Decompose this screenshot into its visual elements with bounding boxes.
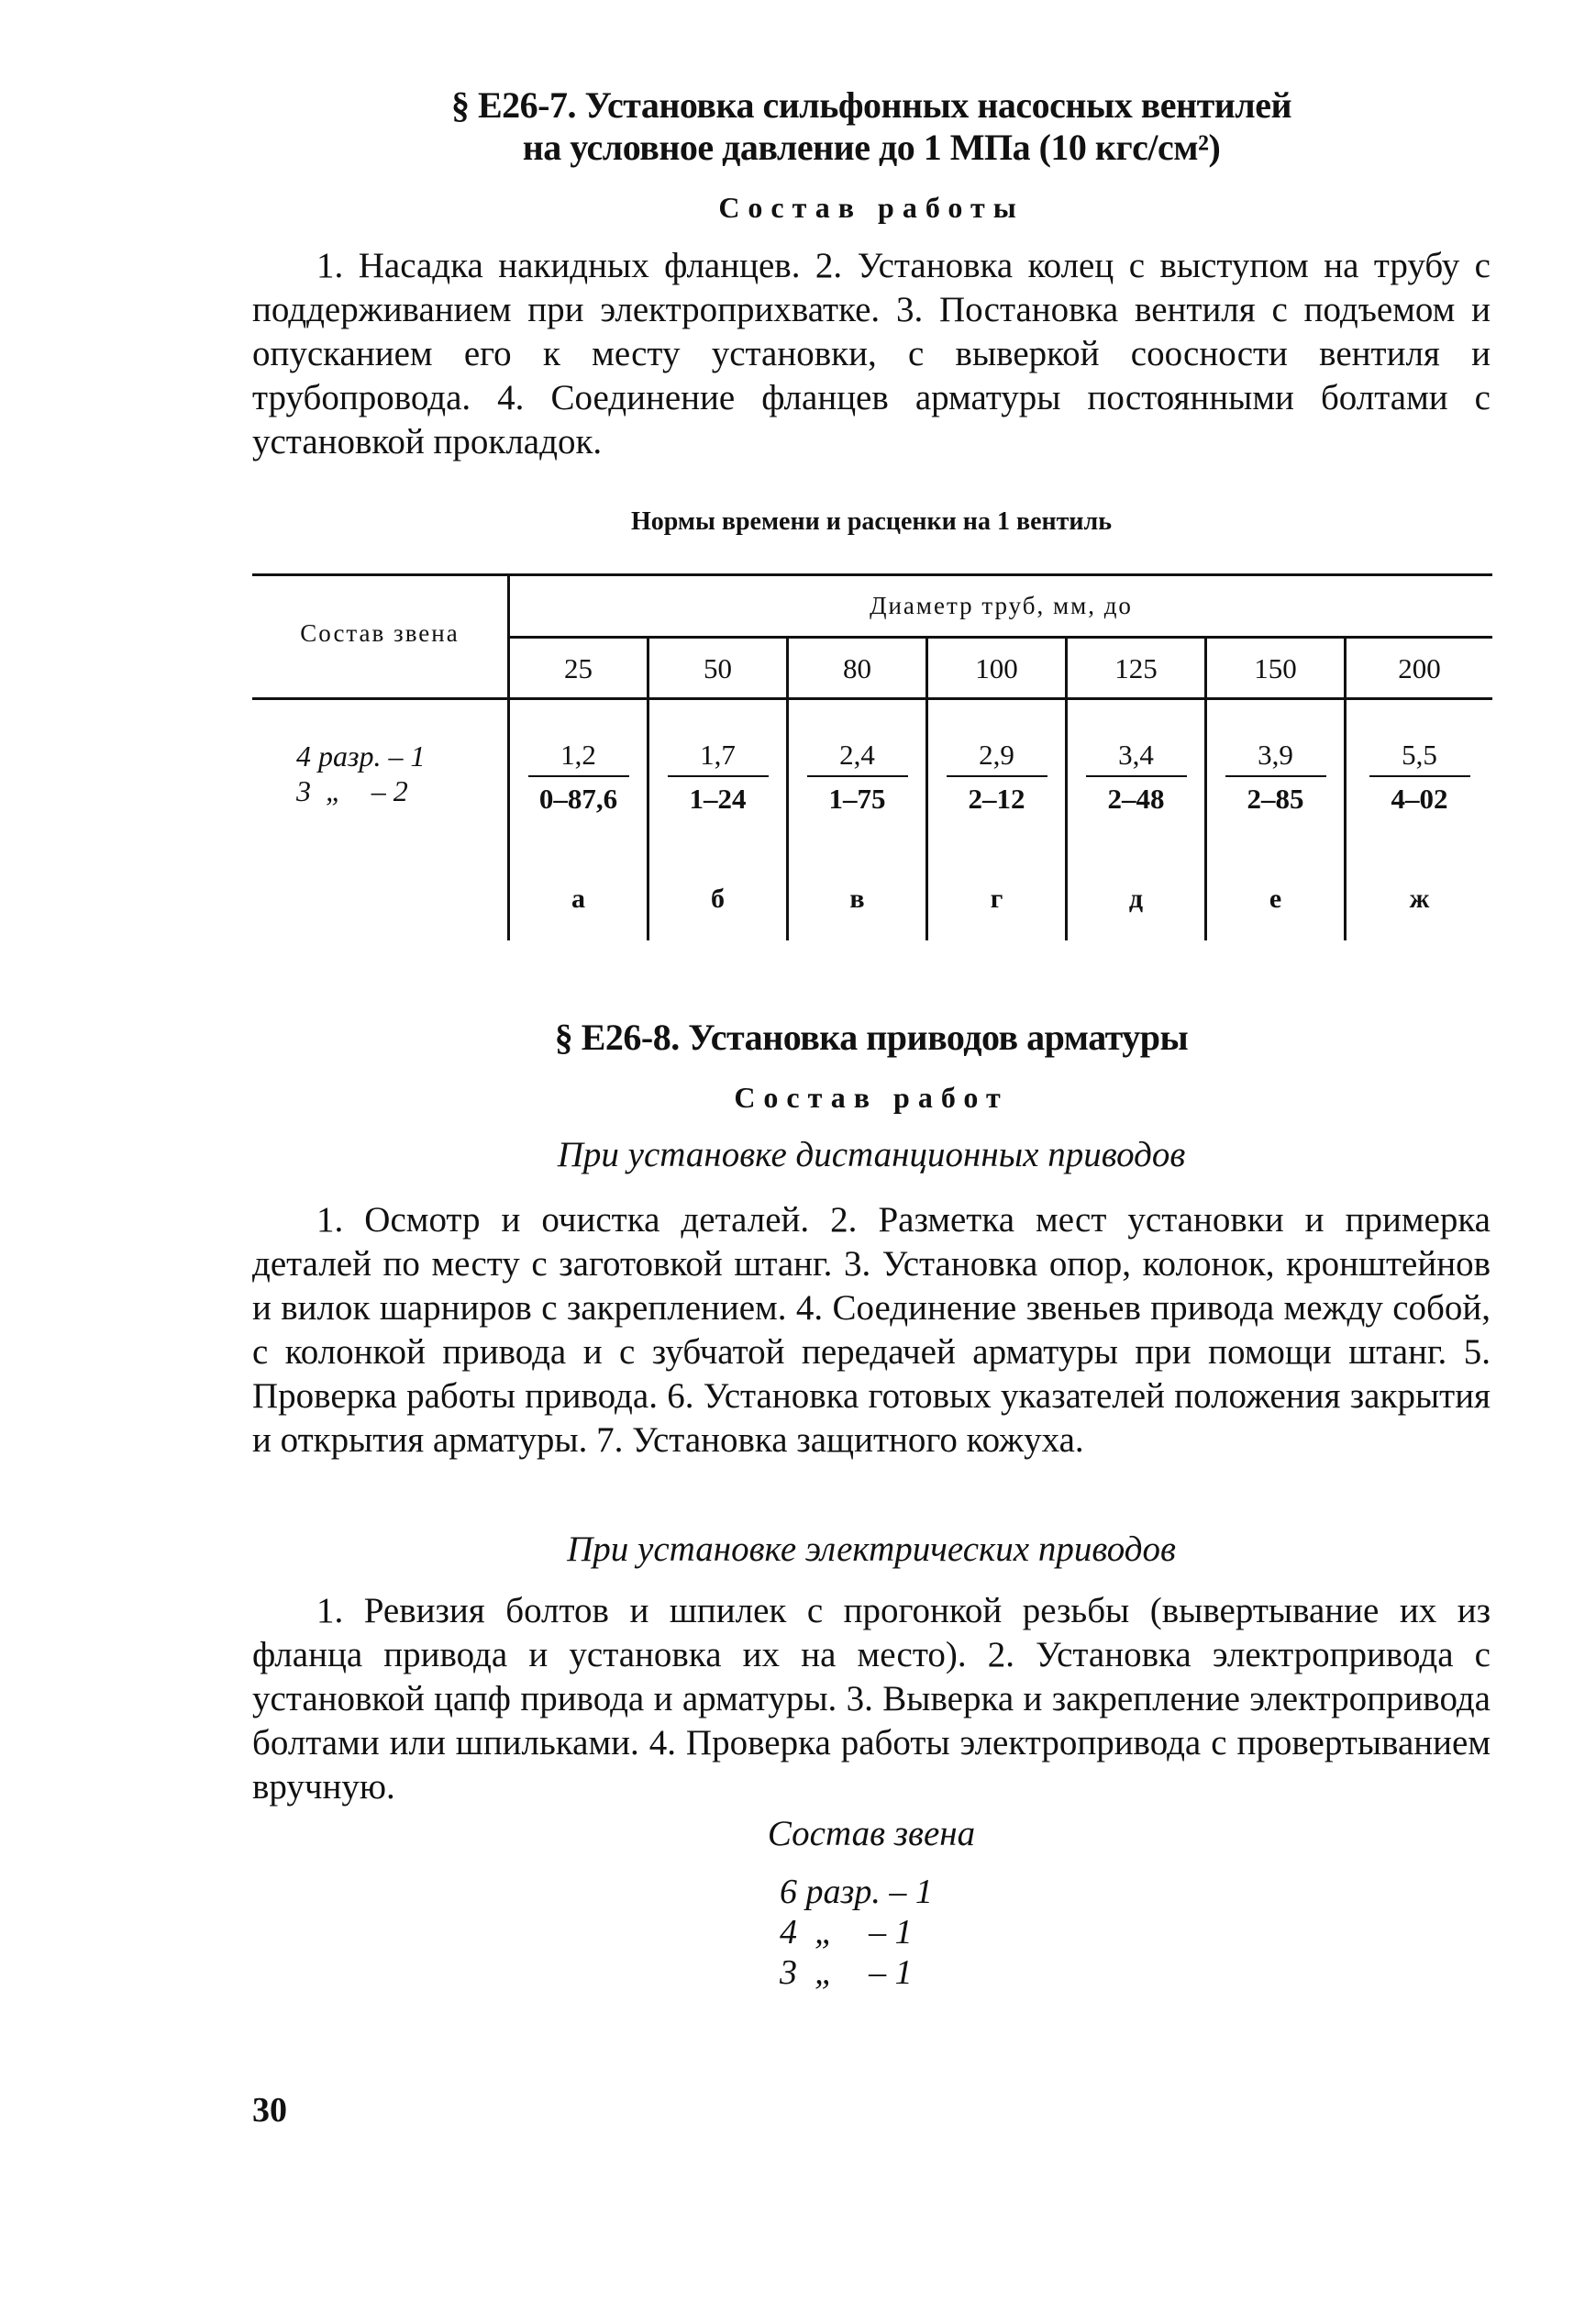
crew-composition [296, 739, 498, 808]
norm-value: 3,4 [1118, 739, 1154, 771]
crew-line-3: 3 „ – 1 [780, 1953, 913, 1992]
norm-value: 1,7 [700, 739, 736, 771]
column-letter: г [990, 884, 1003, 914]
table-caption: Нормы времени и расценки на 1 вентиль [630, 507, 1113, 536]
work-composition-text: 1. Насадка накидных фланцев. 2. Установка колец с выступом на трубу с поддерживанием при электроприхватке. 3. Постановка вентиля с подъемом и опусканием его к месту установки, с выверкой соосности вентиля и трубопровода. 4. Соединение фланцев арматуры постоянными болтами с установкой прокладок. [252, 246, 1491, 462]
diameter-80: 80 [843, 652, 871, 684]
column-letter: а [571, 884, 585, 914]
norm-rate-g [928, 739, 1065, 816]
column-letter: б [711, 884, 725, 914]
section-title-line-1: § Е26-7. Установка сильфонных насосных вентилей [450, 84, 1292, 126]
rate-value: 1–24 [689, 783, 747, 815]
column-letter: д [1128, 884, 1144, 914]
norm-rate-d [1068, 739, 1204, 816]
electric-drives-heading: При установке электрических приводов [567, 1529, 1176, 1569]
section-title-e26-7 [252, 84, 1491, 169]
crew-line-1: 6 разр. – 1 [780, 1873, 933, 1911]
diameter-200: 200 [1398, 652, 1441, 684]
norm-rate-v [789, 739, 925, 816]
column-letter: ж [1409, 884, 1430, 914]
column-letter: в [849, 884, 865, 914]
diameter-125: 125 [1114, 652, 1158, 684]
section-title-e26-8: § Е26-8. Установка приводов арматуры [554, 1017, 1189, 1058]
work-composition-heading: Состав работы [718, 191, 1025, 224]
norms-table [252, 573, 1492, 940]
norm-rate-b [649, 739, 786, 816]
rate-value: 1–75 [828, 783, 886, 815]
diameter-25: 25 [564, 652, 593, 684]
crew-header: Состав звена [300, 619, 460, 647]
crew-line-2: 3 „ – 2 [296, 774, 408, 807]
norm-rate-zh [1347, 739, 1492, 816]
crew-heading-2: Состав звена [767, 1814, 976, 1853]
norm-value: 3,9 [1258, 739, 1293, 771]
diameter-header: Диаметр труб, мм, до [870, 592, 1133, 619]
crew-line-2: 4 „ – 1 [780, 1913, 913, 1952]
norm-value: 2,4 [839, 739, 875, 771]
page-number: 30 [252, 2091, 287, 2130]
norm-value: 5,5 [1402, 739, 1437, 771]
norm-value: 2,9 [979, 739, 1014, 771]
electric-drives-text: 1. Ревизия болтов и шпилек с прогонкой резьбы (вывертывание их из фланца привода и установка их на место). 2. Установка электропривода с установкой цапф привода и арматуры. 3. Выверка и закрепление электропривода болтами или шпильками. 4. Проверка работы электропривода с провертыванием вручную. [252, 1591, 1491, 1807]
rate-value: 4–02 [1391, 783, 1448, 815]
remote-drives-heading: При установке дистанционных приводов [557, 1135, 1186, 1174]
rate-value: 0–87,6 [538, 783, 618, 815]
diameter-50: 50 [704, 652, 732, 684]
work-composition-heading-2: Состав работ [734, 1081, 1009, 1114]
rate-value: 2–48 [1107, 783, 1165, 815]
column-letter: е [1269, 884, 1282, 914]
norm-rate-a [510, 739, 647, 816]
section-title-line-2: на условное давление до 1 МПа (10 кгс/см²) [522, 127, 1221, 168]
crew-line-1: 4 разр. – 1 [296, 740, 426, 773]
crew-composition-2 [780, 1872, 1055, 1993]
diameter-150: 150 [1254, 652, 1297, 684]
diameter-100: 100 [975, 652, 1018, 684]
norm-value: 1,2 [560, 739, 596, 771]
remote-drives-text: 1. Осмотр и очистка деталей. 2. Разметка мест установки и примерка деталей по месту с заготовкой штанг. 3. Установка опор, колонок, кронштейнов и вилок шарниров с закреплением. 4. Соединение звеньев привода между собой, с колонкой привода и с зубчатой передачей арматуры при помощи штанг. 5. Проверка работы привода. 6. Установка готовых указателей положения закрытия и открытия арматуры. 7. Установка защитного кожуха. [252, 1200, 1491, 1460]
rate-value: 2–85 [1247, 783, 1304, 815]
rate-value: 2–12 [968, 783, 1025, 815]
norm-rate-e [1207, 739, 1344, 816]
